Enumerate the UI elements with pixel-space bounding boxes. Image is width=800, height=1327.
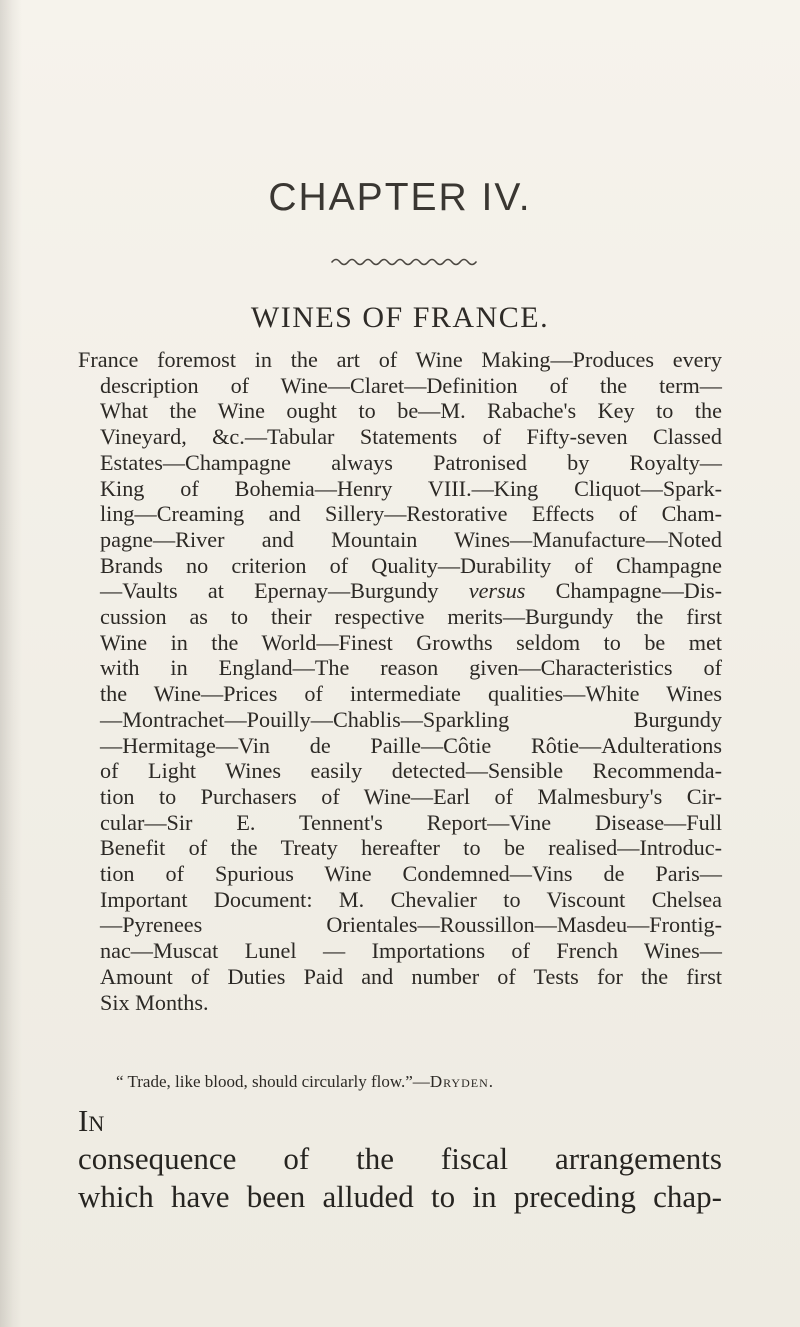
synopsis-line: cular—Sir E. Tennent's Report—Vine Disease—Full	[100, 809, 722, 835]
synopsis-line: —Pyrenees Orientales—Roussillon—Masdeu—Frontig-	[100, 912, 722, 938]
synopsis-line: Brands no criterion of Quality—Durability of Champagne	[100, 552, 722, 578]
synopsis-line: tion to Purchasers of Wine—Earl of Malmesbury's Cir-	[100, 783, 722, 809]
chapter-synopsis	[78, 347, 722, 1015]
epigraph	[116, 1072, 494, 1092]
body-line-text: consequence of the fiscal arrangements	[78, 1141, 722, 1176]
italic-word: versus	[468, 578, 526, 604]
synopsis-line: tion of Spurious Wine Condemned—Vins de Paris—	[100, 861, 722, 887]
synopsis-line: —Montrachet—Pouilly—Chablis—Sparkling Burgundy	[100, 706, 722, 732]
synopsis-line: Important Document: M. Chevalier to Viscount Chelsea	[100, 886, 722, 912]
synopsis-line: What the Wine ought to be—M. Rabache's Key to the	[100, 398, 722, 424]
wavy-rule-ornament	[330, 254, 480, 268]
chapter-body-text	[78, 1102, 722, 1216]
synopsis-line: Six Months.	[100, 989, 209, 1015]
synopsis-line: with in England—The reason given—Characteristics of	[100, 655, 722, 681]
synopsis-line: Wine in the World—Finest Growths seldom to be met	[100, 629, 722, 655]
synopsis-line: nac—Muscat Lunel — Importations of French Wines—	[100, 938, 722, 964]
body-opening-word: In	[78, 1103, 105, 1138]
synopsis-line: King of Bohemia—Henry VIII.—King Cliquot—Spark-	[100, 475, 722, 501]
synopsis-line: ling—Creaming and Sillery—Restorative Effects of Cham-	[100, 501, 722, 527]
synopsis-line: description of Wine—Claret—Definition of the term—	[100, 372, 722, 398]
synopsis-line: the Wine—Prices of intermediate qualities—White Wines	[100, 681, 722, 707]
synopsis-line: —Vaults at Epernay—Burgundy versus Champagne—Dis-	[100, 578, 723, 604]
synopsis-line: Estates—Champagne always Patronised by Royalty—	[100, 449, 722, 475]
synopsis-line: Amount of Duties Paid and number of Tests for the first	[100, 963, 722, 989]
synopsis-line: pagne—River and Mountain Wines—Manufacture—Noted	[100, 526, 722, 552]
epigraph-quote: “ Trade, like blood, should circularly flow.”—	[116, 1072, 430, 1091]
synopsis-line: Vineyard, &c.—Tabular Statements of Fifty-seven Classed	[100, 424, 722, 450]
synopsis-line: of Light Wines easily detected—Sensible Recommenda-	[100, 758, 722, 784]
epigraph-author: Dryden.	[429, 1072, 495, 1091]
body-line	[78, 1102, 722, 1178]
section-title: WINES OF FRANCE.	[250, 301, 550, 334]
synopsis-line: Benefit of the Treaty hereafter to be realised—Introduc-	[100, 835, 722, 861]
synopsis-line: France foremost in the art of Wine Making—Produces every	[78, 347, 722, 372]
body-line: which have been alluded to in preceding chap-	[78, 1179, 722, 1214]
chapter-heading: CHAPTER IV.	[268, 176, 532, 219]
synopsis-line: cussion as to their respective merits—Burgundy the first	[100, 604, 722, 630]
synopsis-line: —Hermitage—Vin de Paille—Côtie Rôtie—Adulterations	[100, 732, 722, 758]
